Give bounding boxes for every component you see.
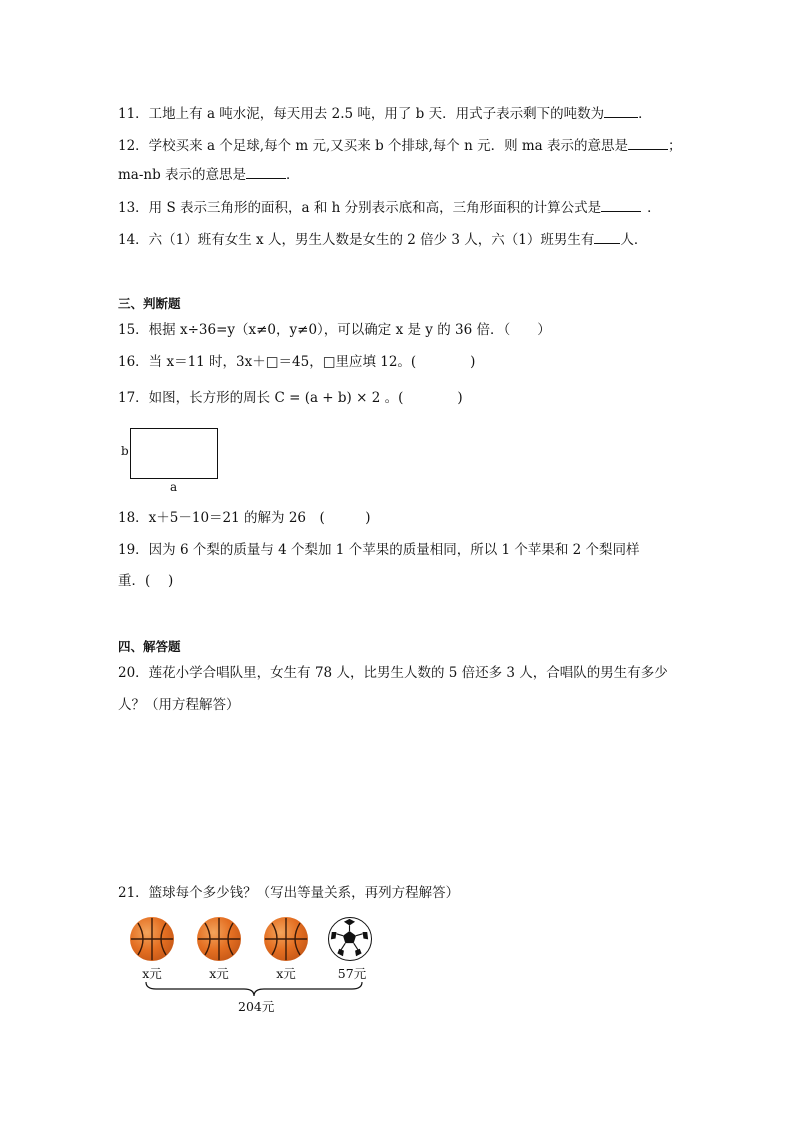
question-17: 17．如图，长方形的周长 C = (a + b) × 2 。( ) bbox=[118, 390, 463, 406]
question-12: 12．学校买来 a 个足球,每个 m 元,又买来 b 个排球,每个 n 元．则 ma 表示的意思是 ； bbox=[118, 135, 682, 155]
question-15: 15．根据 x÷36=y（x≠0，y≠0），可以确定 x 是 y 的 36 倍．（ ） bbox=[118, 322, 551, 338]
ball-price-label: 57元 bbox=[337, 966, 367, 981]
basketball-icon bbox=[197, 917, 241, 961]
question-14: 14．六（1）班有女生 x 人，男生人数是女生的 2 倍少 3 人，六（1）班男生有 人． bbox=[118, 229, 647, 249]
rectangle-side-label: b bbox=[121, 444, 129, 458]
answer-blank bbox=[246, 164, 286, 179]
answer-blank bbox=[628, 135, 668, 150]
question-12-text: 12．学校买来 a 个足球,每个 m 元,又买来 b 个排球,每个 n 元．则 ma 表示的意思是 bbox=[118, 138, 628, 154]
ball-price-label: x元 bbox=[276, 966, 296, 981]
section-heading-judgment: 三、判断题 bbox=[118, 296, 181, 311]
answer-blank bbox=[601, 197, 641, 212]
question-18: 18．x＋5－10＝21 的解为 26 ( ) bbox=[118, 510, 371, 526]
rectangle-figure bbox=[130, 428, 218, 479]
question-11-text: 11．工地上有 a 吨水泥，每天用去 2.5 吨，用了 b 天．用式子表示剩下的吨数为 bbox=[118, 106, 605, 122]
ball-price-label: x元 bbox=[209, 966, 229, 981]
basketball-icon bbox=[130, 917, 174, 961]
total-price-label: 204元 bbox=[238, 999, 275, 1014]
question-19: 19．因为 6 个梨的质量与 4 个梨加 1 个苹果的质量相同，所以 1 个苹果和 2 个梨同样 bbox=[118, 542, 640, 558]
question-20: 20．莲花小学合唱队里，女生有 78 人，比男生人数的 5 倍还多 3 人，合唱队的男生有多少 bbox=[118, 665, 668, 681]
question-20-line2: 人？（用方程解答） bbox=[118, 697, 240, 713]
total-brace bbox=[140, 980, 370, 998]
question-14-text: 14．六（1）班有女生 x 人，男生人数是女生的 2 倍少 3 人，六（1）班男生有 bbox=[118, 232, 595, 248]
question-21: 21．篮球每个多少钱？（写出等量关系，再列方程解答） bbox=[118, 885, 460, 901]
soccer-ball-icon bbox=[328, 917, 372, 961]
answer-blank bbox=[594, 229, 620, 244]
answer-blank bbox=[604, 103, 638, 118]
question-13-text: 13．用 S 表示三角形的面积，a 和 h 分别表示底和高，三角形面积的计算公式是 bbox=[118, 200, 602, 216]
question-16: 16．当 x＝11 时，3x＋□＝45，□里应填 12。( ) bbox=[118, 354, 476, 370]
question-13: 13．用 S 表示三角形的面积，a 和 h 分别表示底和高，三角形面积的计算公式是 ． bbox=[118, 197, 661, 217]
ball-price-label: x元 bbox=[142, 966, 162, 981]
basketball-icon bbox=[264, 917, 308, 961]
rectangle-bottom-label: a bbox=[170, 480, 178, 494]
question-11: 11．工地上有 a 吨水泥，每天用去 2.5 吨，用了 b 天．用式子表示剩下的吨数为 ． bbox=[118, 103, 652, 123]
section-heading-answer: 四、解答题 bbox=[118, 639, 181, 654]
question-19-line2: 重．( ) bbox=[118, 573, 174, 589]
question-12-line2: ma-nb 表示的意思是 ． bbox=[118, 164, 300, 184]
